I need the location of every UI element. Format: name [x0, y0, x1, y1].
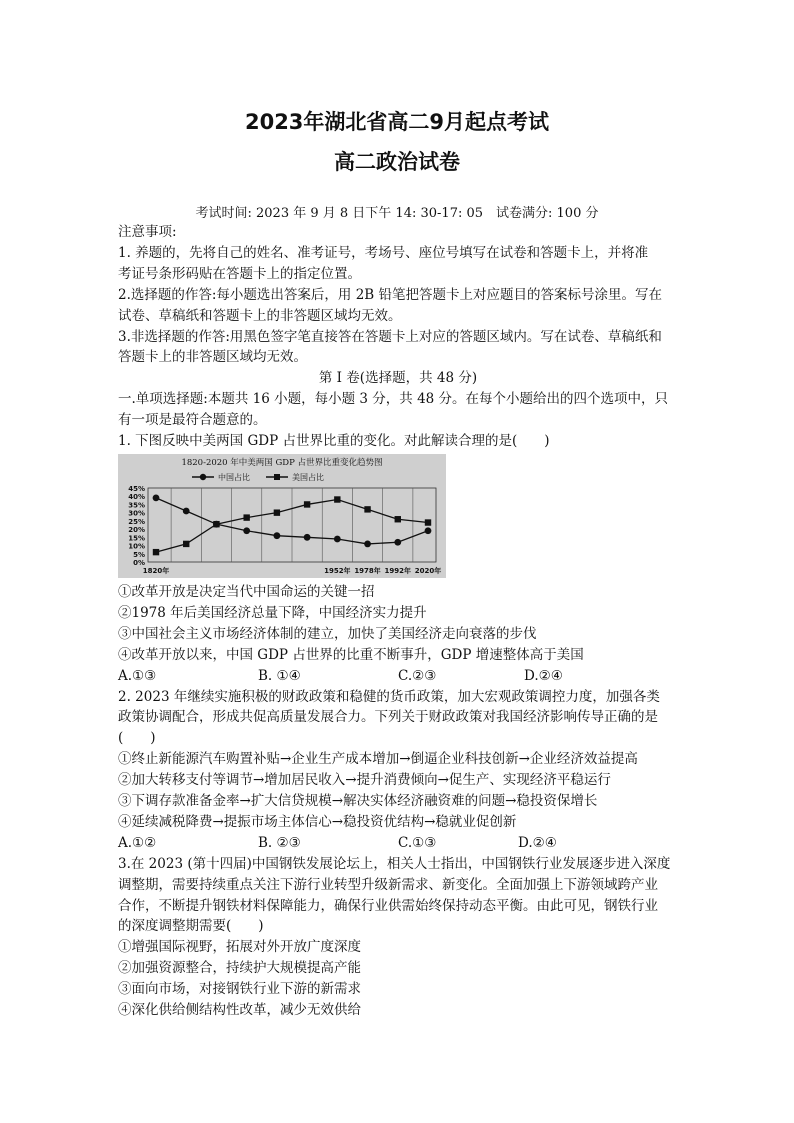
q2-stem: 2. 2023 年继续实施积极的财政政策和稳健的货币政策，加大宏观政策调控力度，加强各类 — [118, 688, 660, 705]
data-point-china — [153, 494, 160, 501]
q2-statement: ③下调存款准备金率→扩大信贷规模→解决实体经济融资难的问题→稳投资保增长 — [118, 793, 598, 810]
q3-statement: ④深化供给侧结构性改革，减少无效供给 — [118, 1002, 361, 1019]
legend-marker-china — [200, 474, 206, 480]
data-point-usa — [243, 514, 249, 520]
y-tick-label: 10% — [128, 542, 145, 551]
x-tick-label: 1820年 — [142, 566, 170, 575]
notice-line: 2.选择题的作答:每小题选出答案后，用 2B 铅笔把答题卡上对应题目的答案标号涂里。写在 — [118, 286, 663, 303]
notice-line: 1. 养题的，先将自己的姓名、准考证号，考场号、座位号填写在试卷和答题卡上，并将准 — [118, 244, 649, 261]
q2-stem: ( ) — [118, 730, 156, 747]
data-point-usa — [274, 509, 280, 515]
data-point-usa — [334, 496, 340, 502]
data-point-china — [243, 527, 250, 534]
q1-option-c[interactable]: C.②③ — [398, 667, 437, 684]
data-point-usa — [153, 549, 159, 555]
exam-title: 2023年湖北省高二9月起点考试 — [244, 110, 550, 134]
q1-statement: ②1978 年后美国经济总量下降，中国经济实力提升 — [118, 604, 427, 621]
section-heading: 第 I 卷(选择题，共 48 分) — [318, 370, 478, 387]
notice-line: 答题卡上的非答题区域均无效。 — [118, 349, 307, 366]
q1-statement: ③中国社会主义市场经济体制的建立，加快了美国经济走向衰落的步伐 — [118, 625, 537, 642]
q2-option-a[interactable]: A.①② — [118, 834, 157, 851]
y-tick-label: 40% — [128, 493, 145, 502]
q1-option-d[interactable]: D.②④ — [524, 667, 563, 684]
y-tick-label: 20% — [128, 526, 145, 535]
data-point-china — [273, 532, 280, 539]
y-tick-label: 15% — [128, 534, 145, 543]
exam-subtitle: 高二政治试卷 — [334, 150, 460, 174]
x-tick-label: 1992年 — [384, 566, 412, 575]
q1-option-a[interactable]: A.①③ — [118, 667, 157, 684]
data-point-china — [183, 508, 190, 515]
gdp-share-chart — [118, 454, 446, 578]
q2-option-d[interactable]: D.②④ — [518, 834, 557, 851]
gdp-share-chart-svg — [118, 454, 446, 578]
chart-title: 1820-2020 年中美两国 GDP 占世界比重变化趋势图 — [181, 457, 383, 468]
exam-info: 考试时间: 2023 年 9 月 8 日下午 14: 30-17: 05 试卷满分: 100 分 — [195, 206, 599, 221]
legend-label-usa: 美国占比 — [292, 472, 324, 482]
x-tick-label: 1952年 — [324, 566, 351, 575]
notice-heading: 注意事项: — [118, 224, 177, 240]
data-point-china — [425, 527, 432, 534]
x-tick-label: 1978年 — [354, 566, 381, 575]
q2-statement: ②加大转移支付等调节→增加居民收入→提升消费倾向→促生产、实现经济平稳运行 — [118, 772, 611, 789]
q3-stem: 调整期，需要持续重点关注下游行业转型升级新需求、新变化。全面加强上下游领域跨产业 — [118, 876, 658, 893]
q3-stem: 的深度调整期需要( ) — [118, 918, 264, 935]
q2-option-b[interactable]: B. ②③ — [258, 834, 301, 851]
q3-stem: 合作，不断提升钢铁材料保障能力，确保行业供需始终保持动态平衡。由此可见，钢铁行业 — [118, 897, 658, 914]
q2-statement: ①终止新能源汽车购置补贴→企业生产成本增加→倒逼企业科技创新→企业经济效益提高 — [118, 751, 638, 768]
data-point-china — [304, 534, 311, 541]
q3-statement: ①增强国际视野，拓展对外开放广度深度 — [118, 939, 361, 956]
legend-marker-usa — [274, 474, 280, 480]
data-point-usa — [364, 506, 370, 512]
q2-options — [118, 833, 678, 854]
q2-option-c[interactable]: C.①③ — [398, 834, 437, 851]
q1-option-b[interactable]: B. ①④ — [258, 667, 301, 684]
q1-options — [118, 666, 678, 687]
y-tick-label: 35% — [128, 501, 145, 510]
y-tick-label: 5% — [133, 550, 145, 559]
q1-statement: ①改革开放是决定当代中国命运的关键一招 — [118, 583, 375, 600]
notice-line: 3.非选择题的作答:用黑色签字笔直接答在答题卡上对应的答题区域内。写在试卷、草稿纸和 — [118, 328, 662, 345]
notice-line: 试卷、草稿纸和答题卡上的非答题区域均无效。 — [118, 307, 402, 324]
legend-label-china: 中国占比 — [218, 472, 250, 482]
section-intro: 一.单项选择题:本题共 16 小题，每小题 3 分，共 48 分。在每个小题给出的四个选项中，只 — [118, 391, 669, 408]
data-point-usa — [395, 516, 401, 522]
x-tick-label: 2020年 — [414, 566, 442, 575]
q1-stem: 1. 下图反映中美两国 GDP 占世界比重的变化。对此解读合理的是( ) — [118, 433, 550, 450]
q2-statement: ④延续减税降费→提振市场主体信心→稳投资优结构→稳就业促创新 — [118, 813, 517, 830]
y-tick-label: 25% — [128, 517, 145, 526]
data-point-usa — [183, 541, 189, 547]
q1-statement: ④改革开放以来，中国 GDP 占世界的比重不断事升，GDP 增速整体高于美国 — [118, 646, 584, 663]
y-tick-label: 0% — [133, 558, 145, 567]
data-point-china — [334, 536, 341, 543]
q3-stem: 3.在 2023 (第十四届)中国钢铁发展论坛上，相关人士指出，中国钢铁行业发展逐步进入深度 — [118, 855, 671, 872]
section-intro: 有一项是最符合题意的。 — [118, 412, 267, 429]
data-point-usa — [304, 501, 310, 507]
q3-statement: ②加强资源整合，持续护大规模提高产能 — [118, 960, 361, 977]
y-tick-label: 30% — [128, 509, 145, 518]
data-point-china — [364, 540, 371, 547]
notice-line: 考证号条形码贴在答题卡上的指定位置。 — [118, 265, 361, 282]
q3-statement: ③面向市场，对接钢铁行业下游的新需求 — [118, 981, 361, 998]
data-point-usa — [425, 519, 431, 525]
exam-body — [118, 222, 678, 1021]
data-point-china — [394, 539, 401, 546]
q2-stem: 政策协调配合，形成共促高质量发展合力。下列关于财政政策对我国经济影响传导正确的是 — [118, 709, 658, 726]
data-point-usa — [213, 521, 219, 527]
y-tick-label: 45% — [128, 484, 145, 493]
